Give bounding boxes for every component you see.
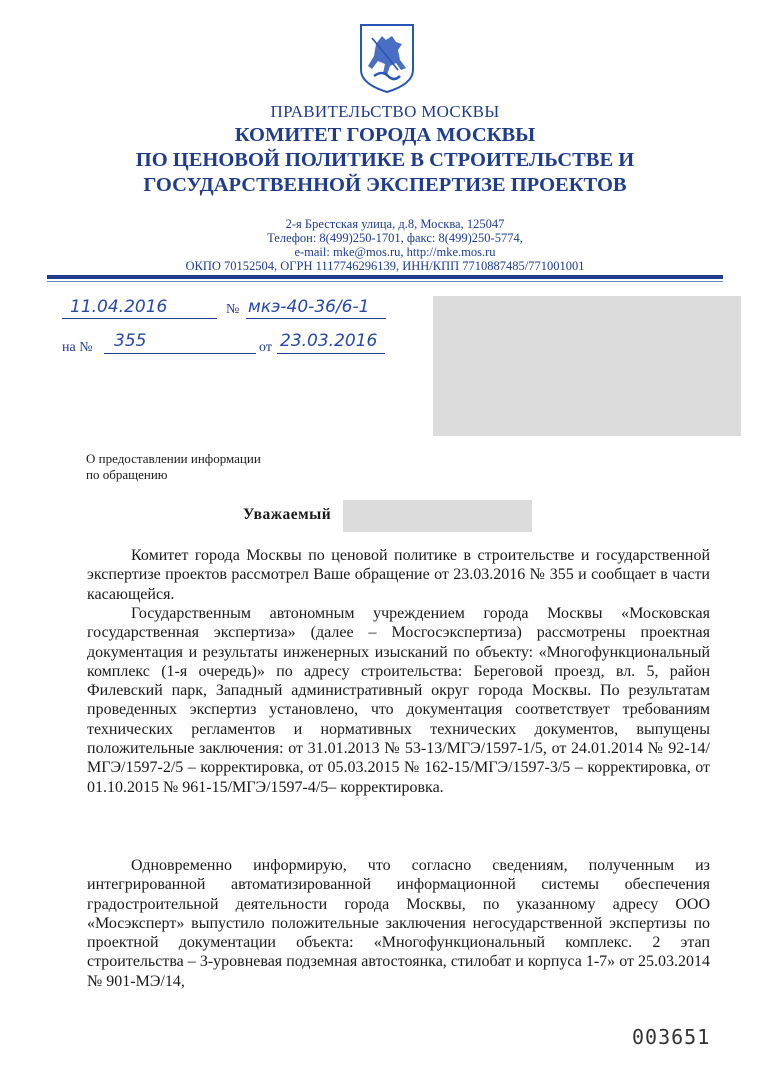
letterhead-divider-thin	[47, 281, 723, 282]
subject-line-1: О предоставлении информации	[86, 451, 261, 466]
contact-address: 2-я Брестская улица, д.8, Москва, 125047	[285, 217, 505, 231]
committee-title-line-1: КОМИТЕТ ГОРОДА МОСКВЫ	[234, 124, 536, 146]
reply-date-underline	[277, 353, 385, 354]
paragraph-text: Комитет города Москвы по ценовой политике в строительстве и государственной экспертизе проектов рассмотрел Ваше обращение от 23.03.2016 № 355 и сообщает в части касающейся.	[87, 547, 710, 603]
committee-title-line-3: ГОСУДАРСТВЕННОЙ ЭКСПЕРТИЗЕ ПРОЕКТОВ	[143, 174, 627, 196]
government-title: ПРАВИТЕЛЬСТВО МОСКВЫ	[270, 102, 500, 121]
number-underline	[246, 318, 386, 319]
date-underline	[62, 318, 217, 319]
redacted-recipient-address	[433, 296, 741, 436]
contact-phone: Телефон: 8(499)250-1701, факс: 8(499)250-5774,	[267, 231, 523, 245]
body-paragraph-2	[87, 604, 710, 797]
reply-number-underline	[104, 353, 256, 354]
letterhead-divider	[47, 275, 723, 279]
document-serial-number: 003651	[632, 1025, 711, 1049]
contact-email: e-mail: mke@mos.ru, http://mke.mos.ru	[294, 245, 496, 259]
letter-subject	[86, 451, 261, 483]
committee-title-line-2: ПО ЦЕНОВОЙ ПОЛИТИКЕ В СТРОИТЕЛЬСТВЕ И	[135, 149, 635, 171]
number-label: №	[226, 302, 240, 317]
outgoing-number: мкэ-40-36/6-1	[248, 297, 370, 317]
greeting: Уважаемый	[243, 506, 332, 523]
body-paragraph-3	[87, 856, 710, 991]
moscow-coat-of-arms-icon	[358, 22, 416, 94]
reply-to-label: на №	[62, 340, 93, 355]
paragraph-text: Одновременно информирую, что согласно сведениям, полученным из интегрированной автоматизированной информационной системы обеспечения градостроительной деятельности города Москвы, по указанному адресу ООО «Мосэксперт» выпустило положительные заключения негосударственной экспертизы по проектной документации объекта: «Многофункциональный комплекс. 2 этап строительства – 3-уровневая подземная автостоянка, стилобат и корпуса 1-7» от 25.03.2014 № 901-МЭ/14,	[87, 857, 710, 990]
contact-registry-codes: ОКПО 70152504, ОГРН 1117746296139, ИНН/КПП 7710887485/771001001	[185, 259, 585, 273]
body-paragraph-1	[87, 546, 710, 604]
from-label: от	[259, 340, 272, 355]
outgoing-date: 11.04.2016	[70, 297, 168, 317]
redacted-recipient-name	[343, 500, 532, 532]
reply-to-number: 355	[114, 331, 147, 351]
paragraph-text: Государственным автономным учреждением города Москвы «Московская государственная экспертиза» (далее – Мосгосэкспертиза) рассмотрены проектная документация и результаты инженерных изысканий по объекту: «Многофункциональный комплекс (1-я очередь)» по адресу строительства: Береговой проезд, вл. 5, район Филевский парк, Западный административный округ города Москвы. По результатам проведенных экспертиз установлено, что документация соответствует требованиям технических регламентов и нормативных технических документов, выпущены положительные заключения: от 31.01.2013 № 53-13/МГЭ/1597-1/5, от 24.01.2014 № 92-14/МГЭ/1597-2/5 – корректировка, от 05.03.2015 № 162-15/МГЭ/1597-3/5 – корректировка, от 01.10.2015 № 961-15/МГЭ/1597-4/5– корректировка.	[87, 605, 710, 796]
reply-to-date: 23.03.2016	[280, 331, 378, 351]
subject-line-2: по обращению	[86, 467, 168, 482]
